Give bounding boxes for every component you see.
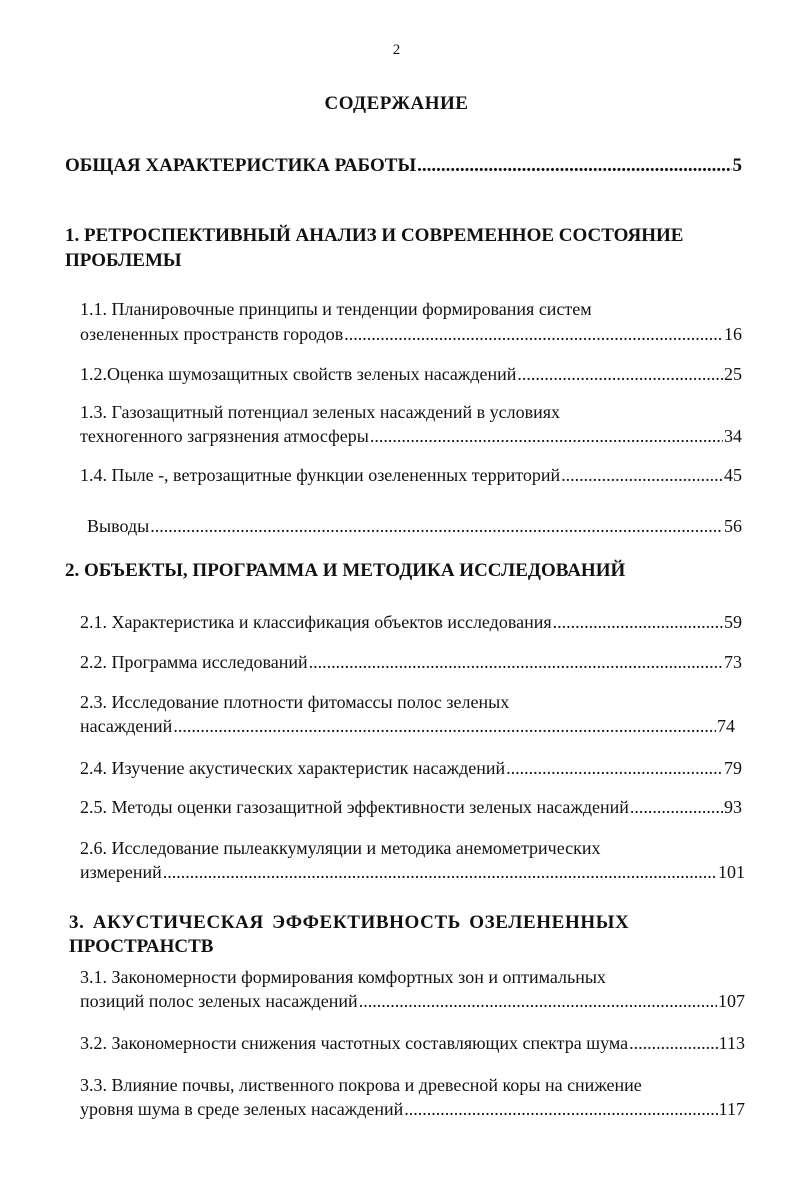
toc-entry-page: 79: [724, 758, 742, 778]
toc-entry-3-3-line1[interactable]: 3.3. Влияние почвы, лиственного покрова и древесной коры на снижение: [80, 1075, 642, 1095]
toc-entry-page: 45: [724, 465, 742, 485]
toc-entry-page: 73: [724, 652, 742, 672]
toc-entry-page: 25: [724, 364, 742, 384]
leader-dots: [553, 612, 723, 633]
toc-entry-2-6-line1[interactable]: 2.6. Исследование пылеаккумуляции и методика анемометрических: [80, 838, 601, 858]
chapter-3-title-line2[interactable]: ПРОСТРАНСТВ: [69, 936, 214, 957]
toc-entry-3-1-line1[interactable]: 3.1. Закономерности формирования комфортных зон и оптимальных: [80, 967, 606, 987]
toc-entry-2-3-line1[interactable]: 2.3. Исследование плотности фитомассы полос зеленых: [80, 692, 510, 712]
chapter-1-title-line1[interactable]: 1. РЕТРОСПЕКТИВНЫЙ АНАЛИЗ И СОВРЕМЕННОЕ СОСТОЯНИЕ: [65, 225, 684, 246]
toc-entry-text: позиций полос зеленых насаждений: [80, 991, 358, 1011]
toc-entry-page: 56: [724, 516, 742, 536]
leader-dots: [370, 426, 723, 447]
toc-entry-text: 1.4. Пыле -, ветрозащитные функции озелененных территорий: [80, 465, 561, 485]
leader-dots: [150, 516, 723, 537]
toc-entry-page: 16: [724, 324, 742, 344]
toc-entry-text: уровня шума в среде зеленых насаждений: [80, 1099, 404, 1119]
page-number: 2: [392, 42, 401, 58]
toc-entry-page: 101: [718, 862, 745, 882]
leader-dots: [561, 465, 723, 486]
toc-entry-page: 74: [717, 716, 735, 736]
leader-dots: [359, 991, 717, 1012]
toc-entry-1-3-line1[interactable]: 1.3. Газозащитный потенциал зеленых насаждений в условиях: [80, 402, 561, 422]
toc-entry-1-3[interactable]: [80, 426, 742, 447]
toc-entry-page: 93: [724, 797, 742, 817]
leader-dots: [344, 324, 723, 345]
toc-entry-text: 3.2. Закономерности снижения частотных составляющих спектра шума: [80, 1033, 629, 1053]
toc-entry-text: насаждений: [80, 716, 173, 736]
toc-entry-2-5[interactable]: [80, 797, 742, 818]
chapter-3-title-line1[interactable]: 3. АКУСТИЧЕСКАЯ ЭФФЕКТИВНОСТЬ ОЗЕЛЕНЕННЫХ: [69, 912, 630, 933]
toc-entry-page: 113: [718, 1033, 745, 1053]
toc-entry-text: 2.2. Программа исследований: [80, 652, 308, 672]
chapter-2-title[interactable]: 2. ОБЪЕКТЫ, ПРОГРАММА И МЕТОДИКА ИССЛЕДОВАНИЙ: [65, 560, 626, 581]
page-title: СОДЕРЖАНИЕ: [324, 93, 469, 114]
toc-entry-2-1[interactable]: [80, 612, 742, 633]
toc-entry-1-1-line1[interactable]: 1.1. Планировочные принципы и тенденции формирования систем: [80, 299, 592, 319]
toc-entry-3-1[interactable]: [80, 991, 745, 1012]
toc-entry-2-4[interactable]: [80, 758, 742, 779]
toc-entry-2-3[interactable]: [80, 716, 735, 737]
toc-entry-text: измерений: [80, 862, 162, 882]
chapter-1-title-line2[interactable]: ПРОБЛЕМЫ: [65, 250, 182, 271]
toc-entry-1-4[interactable]: [80, 465, 742, 486]
leader-dots: [517, 364, 723, 385]
toc-entry-text: техногенного загрязнения атмосферы: [80, 426, 369, 446]
toc-entry-text: Выводы: [87, 516, 150, 536]
leader-dots: [173, 716, 716, 737]
toc-entry-page: 34: [724, 426, 742, 446]
toc-entry-text: ОБЩАЯ ХАРАКТЕРИСТИКА РАБОТЫ: [65, 155, 417, 176]
leader-dots: [506, 758, 723, 779]
toc-entry-page: 117: [718, 1099, 745, 1119]
toc-entry-page: 107: [718, 991, 745, 1011]
leader-dots: [417, 155, 731, 177]
toc-entry-2-6[interactable]: [80, 862, 745, 883]
toc-entry-2-2[interactable]: [80, 652, 742, 673]
leader-dots: [309, 652, 723, 673]
toc-entry-3-2[interactable]: [80, 1033, 745, 1054]
toc-entry-text: 2.1. Характеристика и классификация объектов исследования: [80, 612, 552, 632]
toc-entry-3-3[interactable]: [80, 1099, 745, 1120]
toc-entry-1-1[interactable]: [80, 324, 742, 345]
leader-dots: [163, 862, 717, 883]
toc-entry-general[interactable]: [65, 155, 742, 177]
toc-entry-page: 5: [732, 155, 742, 176]
toc-entry-text: 2.4. Изучение акустических характеристик насаждений: [80, 758, 506, 778]
leader-dots: [629, 1033, 718, 1054]
toc-entry-text: озелененных пространств городов: [80, 324, 344, 344]
toc-entry-text: 1.2.Оценка шумозащитных свойств зеленых насаждений: [80, 364, 517, 384]
toc-entry-page: 59: [724, 612, 742, 632]
leader-dots: [630, 797, 723, 818]
toc-entry-conclusions[interactable]: [87, 516, 742, 537]
toc-entry-1-2[interactable]: [80, 364, 742, 385]
toc-entry-text: 2.5. Методы оценки газозащитной эффективности зеленых насаждений: [80, 797, 629, 817]
leader-dots: [404, 1099, 717, 1120]
